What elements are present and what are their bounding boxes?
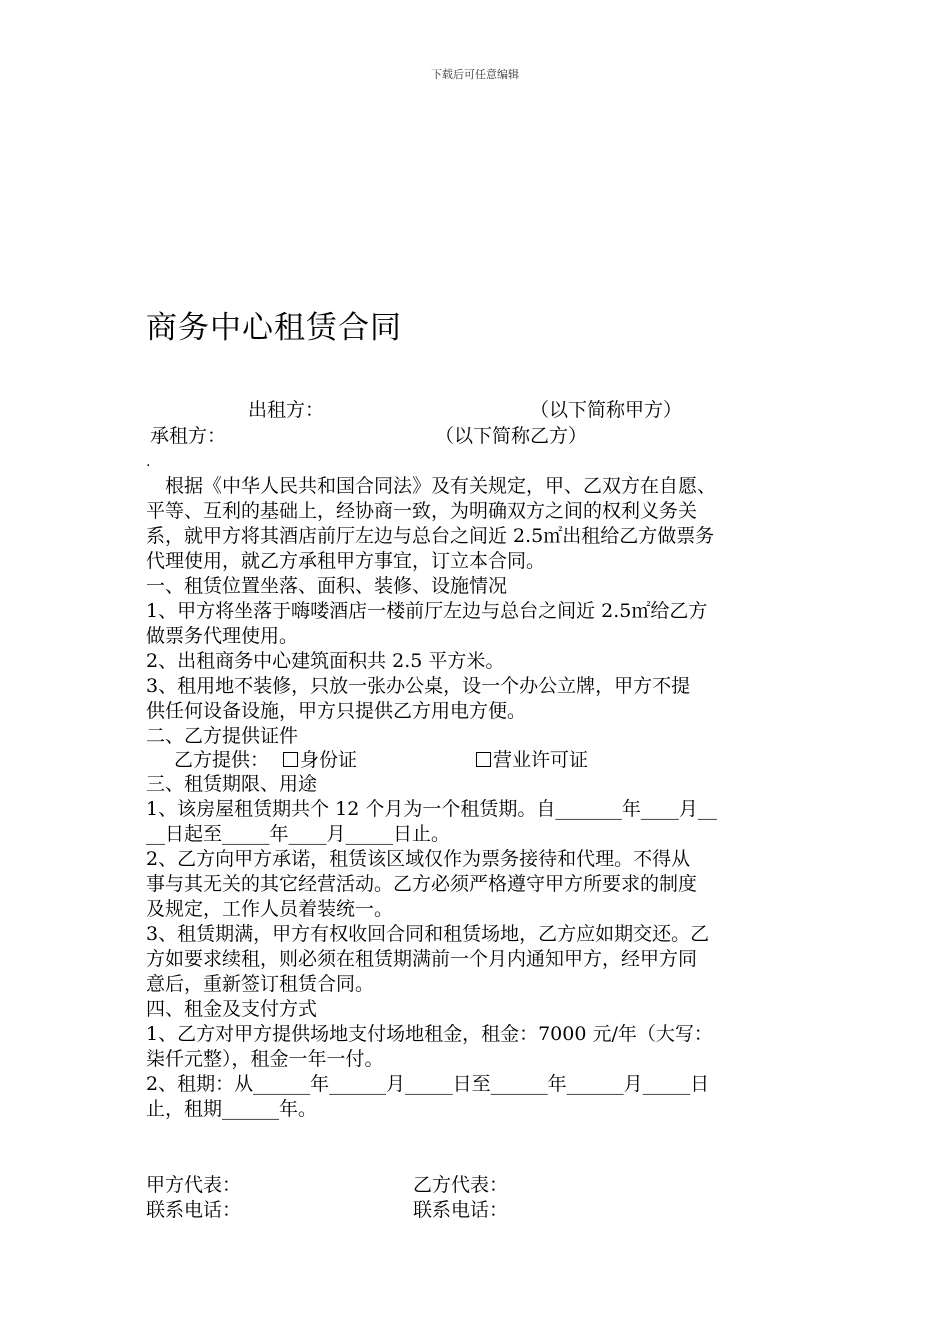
body-line: 3、租用地不装修，只放一张办公桌，设一个办公立牌，甲方不提 [146,675,691,697]
document-option-license[interactable] [476,748,588,773]
lessor-label: 出租方： [248,399,325,421]
page-header: 下载后可任意编辑 [431,68,519,81]
body-line: 意后，重新签订租赁合同。 [146,973,375,995]
section-heading: 三、租赁期限、用途 [146,773,318,795]
body-line: 平等、互利的基础上，经协商一致，为明确双方之间的权利义务关 [146,500,698,522]
body-line: 根据《中华人民共和国合同法》及有关规定，甲、乙双方在自愿、 [146,475,717,497]
lessee-label: 承租方： [150,425,227,447]
body-line: 供任何设备设施，甲方只提供乙方用电方便。 [146,700,527,722]
document-label-id: 身份证 [300,749,358,771]
documents-prefix: 乙方提供： [174,749,270,771]
body-line: 2、乙方向甲方承诺，租赁该区域仅作为票务接待和代理。不得从 [146,848,691,870]
party-b-phone-label: 联系电话： [413,1199,509,1221]
party-b-rep-label: 乙方代表： [413,1174,509,1196]
document-title: 商务中心租赁合同 [146,310,402,346]
body-line: 2、租期：从______年______月_____日至______年______月_____日 [146,1073,710,1095]
document-label-license: 营业许可证 [493,749,589,771]
body-line: 1、甲方将坐落于嗨喽酒店一楼前厅左边与总台之间近 2.5㎡给乙方 [146,600,708,622]
body-line: 止，租期______年。 [146,1098,318,1120]
section-heading: 四、租金及支付方式 [146,998,318,1020]
body-line: 方如要求续租，则必须在租赁期满前一个月内通知甲方，经甲方同 [146,948,698,970]
lessor-note: （以下简称甲方） [530,399,683,421]
section-heading: 一、租赁位置坐落、面积、装修、设施情况 [146,575,508,597]
body-line: 系，就甲方将其酒店前厅左边与总台之间近 2.5㎡出租给乙方做票务 [146,525,715,547]
checkbox-icon[interactable] [476,752,491,767]
lessee-note: （以下简称乙方） [435,425,588,447]
body-line: 事与其无关的其它经营活动。乙方必须严格遵守甲方所要求的制度 [146,873,698,895]
body-line: 1、乙方对甲方提供场地支付场地租金，租金：7000 元/年（大写： [146,1023,713,1045]
body-line: 1、该房屋租赁期共个 12 个月为一个租赁期。自_______年____月__ [146,798,717,820]
body-line: 2、出租商务中心建筑面积共 2.5 平方米。 [146,650,505,672]
document-option-id[interactable] [283,748,357,773]
body-line: 及规定，工作人员着装统一。 [146,898,394,920]
section-heading: 二、乙方提供证件 [146,725,299,747]
body-line: 做票务代理使用。 [146,625,299,647]
body-line: 3、租赁期满，甲方有权收回合同和租赁场地，乙方应如期交还。乙 [146,923,710,945]
stray-dot: . [146,454,151,470]
body-line: 代理使用，就乙方承租甲方事宜，订立本合同。 [146,550,546,572]
party-a-phone-label: 联系电话： [146,1199,242,1221]
body-line: 柒仟元整），租金一年一付。 [146,1048,384,1070]
body-line: __日起至_____年____月_____日止。 [146,823,451,845]
party-a-rep-label: 甲方代表： [146,1174,242,1196]
checkbox-icon[interactable] [283,752,298,767]
